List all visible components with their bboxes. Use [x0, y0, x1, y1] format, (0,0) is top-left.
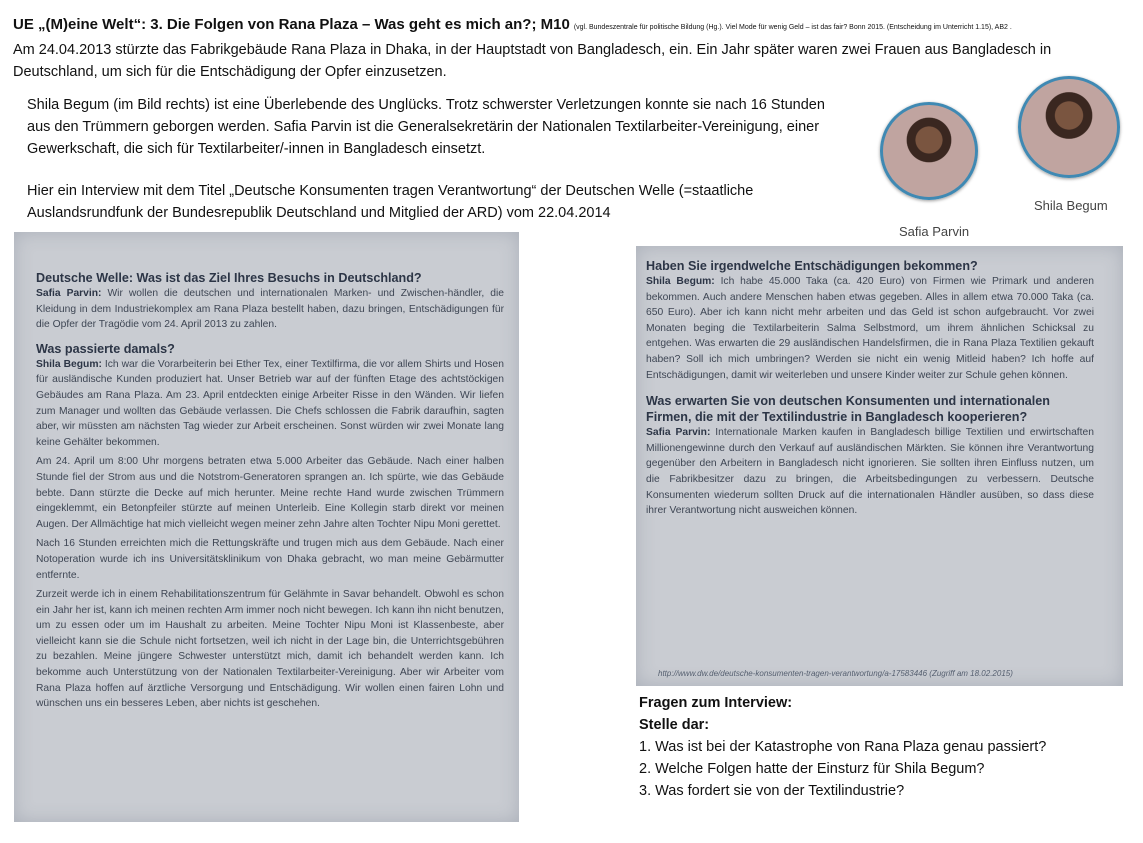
header-line-2: Deutschland, um sich für die Entschädigung der Opfer einzusetzen.	[13, 64, 447, 80]
question-3: Haben Sie irgendwelche Entschädigungen bekommen?	[646, 259, 978, 273]
answer-2-part-2: Am 24. April um 8:00 Uhr morgens betraten etwa 5.000 Arbeiter das Gebäude. Nach einer halben Stunde fiel der Strom aus und die Notstrom-Generatoren sprangen an. Ich spürte, wie das Gebäude bebte. Dann stürzte die Decke auf mich herunter. Meine rechte Hand wurde zwischen Trümmern eingeklemmt, ein Betonpfeiler stürzte auf meinen Unterleib. Eine Kollegin starb direkt vor meinen Augen. Der Allmächtige hat mich vielleicht wegen meiner zehn Jahre alten Tochter Nipu Moni gerettet.	[36, 456, 504, 530]
citation: (vgl. Bundeszentrale für politische Bildung (Hg.). Viel Mode für wenig Geld – ist das fair? Bonn 2015. (Entscheidung im Unterricht 1.15), AB2 .	[573, 24, 1012, 31]
answer-4: Internationale Marken kaufen in Bangladesch billige Textilien und erwirtschaften Millionengewinne durch den Verkauf auf ausländischen Märkten. Sie können ihre Verantwortung gegenüber den Arbeitern in Bangladesch nicht ignorieren. Sie sollten ihren Einfluss nutzen, um die Fabrikbesitzer dazu zu bringen, die Arbeitsbedingungen zu verbessern. Deutsche Konsumenten wiederum sollten Druck auf die internationalen Händler ausüben, so dass diese ihrer Verantwortung nicht ausweichen können.	[646, 427, 1094, 517]
question-2: Was passierte damals?	[36, 341, 175, 356]
question-4: Was erwarten Sie von deutschen Konsumenten und internationalen Firmen, die mit der Textilindustrie in Bangladesch kooperieren?	[646, 394, 1050, 425]
question-item: 2. Welche Folgen hatte der Einsturz für Shila Begum?	[639, 761, 985, 777]
speaker-shila-2: Shila Begum:	[646, 276, 715, 287]
intro-p2-line-1: Hier ein Interview mit dem Titel „Deutsche Konsumenten tragen Verantwortung“ der Deutschen Welle (=staatliche	[27, 183, 754, 199]
interview-scan-right	[636, 246, 1123, 686]
intro-p1-line-2: aus den Trümmern geborgen werden. Safia Parvin ist die Generalsekretärin der Nationalen Textilarbeiter-Vereinigung, einer	[27, 119, 820, 135]
worksheet-title: UE „(M)eine Welt“: 3. Die Folgen von Rana Plaza – Was geht es mich an?; M10	[13, 16, 570, 33]
intro-p2-line-2: Auslandsrundfunk der Bundesrepublik Deutschland und Mitglied der ARD) vom 22.04.2014	[27, 205, 611, 221]
questions-section	[639, 692, 1046, 802]
question-item: 1. Was ist bei der Katastrophe von Rana Plaza genau passiert?	[639, 739, 1047, 755]
answer-2-part-1: Ich war die Vorarbeiterin bei Ether Tex, einer Textilfirma, die vor allem Shirts und Hosen für ausländische Kunden produziert hat. Unser Betrieb war auf der fünften Etage des achtstöckigen Gebäudes am Rana Plaza. Am 23. April entdeckten einige Arbeiter Risse in den Wänden. Wir liefen zum Manager und wollten das Gebäude verlassen. Die Chefs schlossen die Fabrik daraufhin, sagten aber, wir müssten am nächsten Tag wieder zur Arbeit erscheinen. Sonst würden wir zwei Monate lang keine Gehälter bekommen.	[36, 358, 504, 448]
answer-2-part-4: Zurzeit werde ich in einem Rehabilitationszentrum für Gelähmte in Savar behandelt. Obwohl es schon ein Jahr her ist, kann ich meinen rechten Arm immer noch nicht bewegen. Ich kann ihn nicht benutzen, um zu essen oder um im Haushalt zu arbeiten. Meine Tochter Nipu Moni ist Klassenbeste, aber vielleicht kann sie die Schule nicht fortsetzen, weil ich nicht in der Lage bin, die Unterrichtsgebühren zu bezahlen. Meine jüngere Schwester unterstützt mich, damit ich behandelt werden kann. Ich bekomme auch Unterstützung von der Nationalen Textilarbeiter-Vereinigung. Aber wir Arbeiter vom Rana Plaza hoffen auf ärztliche Versorgung und Entschädigung. Wir wollen einen fairen Lohn und wünschen uns ein besseres Leben, aber nichts ist geschehen.	[36, 589, 504, 710]
shila-begum-caption: Shila Begum	[1034, 198, 1108, 213]
interview-scan-left	[14, 232, 519, 822]
answer-2-part-3: Nach 16 Stunden erreichten mich die Rettungskräfte und trugen mich aus dem Gebäude. Nach einer Notoperation wurde ich ins Universitätsklinikum von Dhaka gebracht, wo man meine Gebärmutter entfernte.	[36, 538, 504, 581]
answer-1: Wir wollen die deutschen und internationalen Marken- und Zwischen-händler, die Kleidung in dem Industriekomplex am Rana Plaza bestellt haben, dazu bringen, Entschädigungen für die Opfer der Tragödie vom 24. April 2013 zu zahlen.	[36, 288, 504, 331]
safia-parvin-photo	[880, 102, 978, 200]
source-url: http://www.dw.de/deutsche-konsumenten-tragen-verantwortung/a-17583446 (Zugriff am 18.02.2015)	[658, 669, 1013, 678]
questions-instruction: Stelle dar:	[639, 717, 710, 733]
intro-p1-line-3: Gewerkschaft, die sich für Textilarbeiter/-innen in Bangladesch einsetzt.	[27, 141, 486, 157]
question-1: Deutsche Welle: Was ist das Ziel Ihres Besuchs in Deutschland?	[36, 271, 422, 285]
worksheet-header	[13, 14, 1128, 83]
speaker-safia: Safia Parvin:	[36, 288, 102, 299]
shila-begum-photo	[1018, 76, 1120, 178]
intro-p1-line-1: Shila Begum (im Bild rechts) ist eine Überlebende des Unglücks. Trotz schwerster Verletzungen konnte sie nach 16 Stunden	[27, 97, 825, 113]
header-line-1: Am 24.04.2013 stürzte das Fabrikgebäude Rana Plaza in Dhaka, in der Hauptstadt von Bangladesch, ein. Ein Jahr später waren zwei Frauen aus Bangladesch in	[13, 42, 1052, 58]
answer-3: Ich habe 45.000 Taka (ca. 420 Euro) von Firmen wie Primark und anderen bekommen. Auch andere Menschen haben etwas gegeben. Alles in allem etwa 70.000 Taka (ca. 650 Euro). Aber ich kann nicht mehr arbeiten und das Geld ist schon aufgebraucht. Vor zwei Monaten beging die Textilarbeiterin Salma Selbstmord, um ihrem ähnlichen Schicksal zu entgehen. Was erwarten die 29 ausländischen Handelsfirmen, die in Rana Plaza Textilien gekauft haben? Soll ich mich umbringen? Werden sie nicht ein wenig Mitleid haben? Ich hoffe auf Entschädigungen, damit wir weiterleben und unsere Kinder weiter zur Schule gehen können.	[646, 276, 1094, 381]
safia-parvin-caption: Safia Parvin	[899, 224, 970, 239]
speaker-safia-2: Safia Parvin:	[646, 427, 711, 439]
speaker-shila: Shila Begum:	[36, 358, 102, 370]
intro-paragraph-2	[27, 180, 753, 224]
question-item: 3. Was fordert sie von der Textilindustrie?	[639, 783, 905, 799]
intro-paragraph-1	[27, 94, 825, 160]
questions-heading: Fragen zum Interview:	[639, 695, 793, 711]
